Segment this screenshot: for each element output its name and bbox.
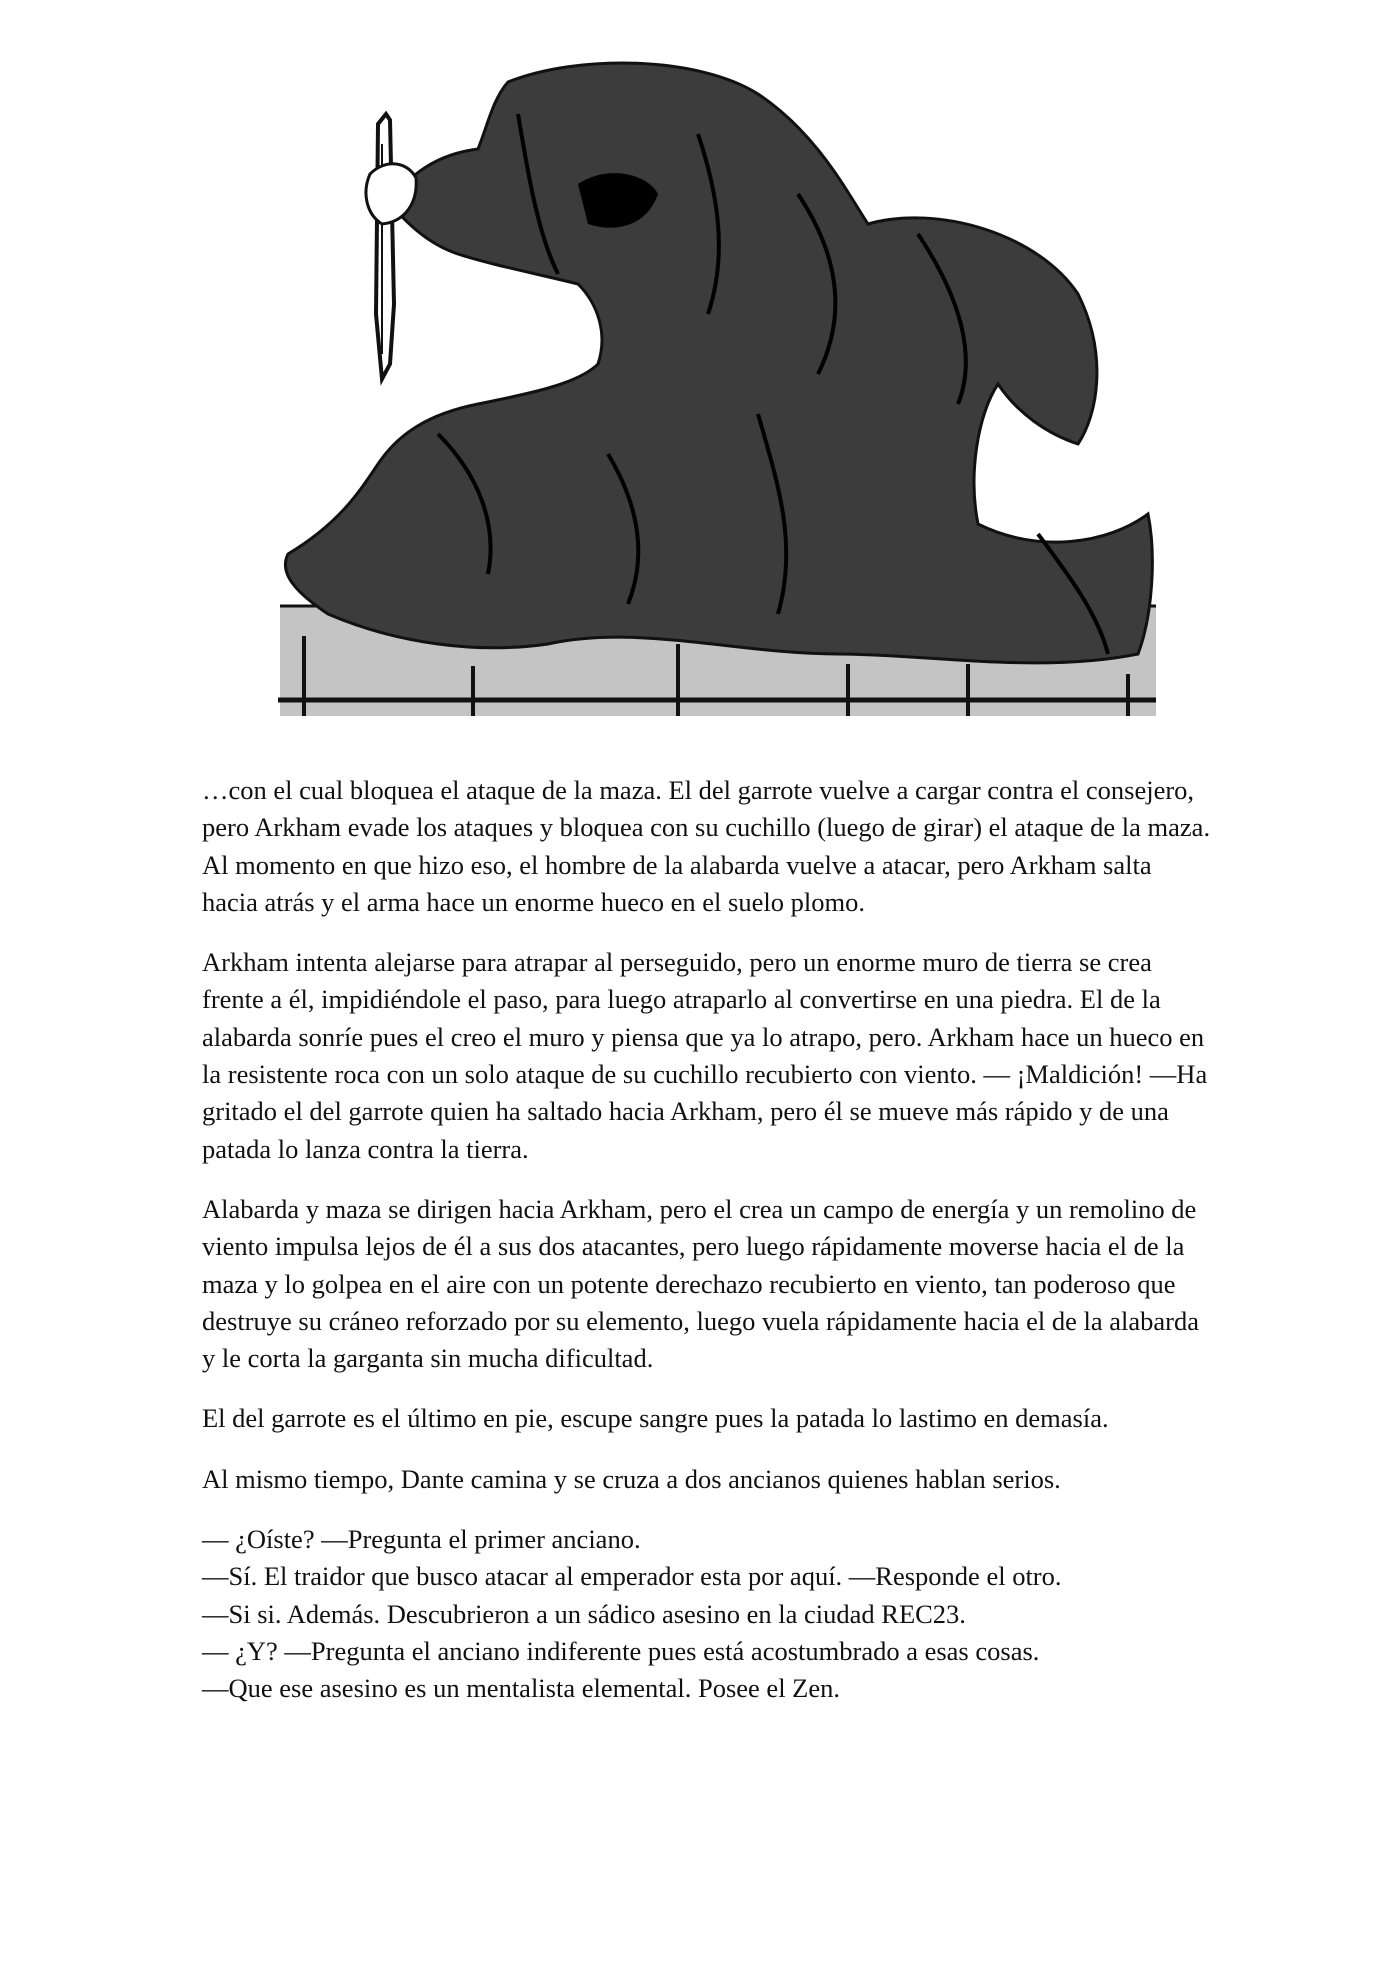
illustration-hooded-figure (278, 54, 1156, 716)
dialogue-line: —Sí. El traidor que busco atacar al emperador esta por aquí. —Responde el otro. (202, 1561, 1062, 1592)
paragraph: Al mismo tiempo, Dante camina y se cruza a dos ancianos quienes hablan serios. (202, 1463, 1061, 1494)
paragraph: Arkham intenta alejarse para atrapar al perseguido, pero un enorme muro de tierra se crea frente a él, impidiéndole el paso, para luego atraparlo al convertirse en una piedra. El de la alabarda sonríe pues el creo el muro y piensa que ya lo atrapo, pero. Arkham hace un hueco en la resistente roca con un solo ataque de su cuchillo recubierto con viento. — ¡Maldición! —Ha gritado el del garrote quien ha saltado hacia Arkham, pero él se mueve más rápido y de una patada lo lanza contra la tierra. (202, 947, 1208, 1164)
paragraph: Alabarda y maza se dirigen hacia Arkham, pero el crea un campo de energía y un remolino de viento impulsa lejos de él a sus dos atacantes, pero luego rápidamente moverse hacia el de la maza y lo golpea en el aire con un potente derechazo recubierto en viento, tan poderoso que destruye su cráneo reforzado por su elemento, luego vuela rápidamente hacia el de la alabarda y le corta la garganta sin mucha dificultad. (202, 1193, 1199, 1374)
dialogue-line: — ¿Oíste? —Pregunta el primer anciano. (202, 1524, 641, 1555)
dialogue-line: —Si si. Además. Descubrieron a un sádico asesino en la ciudad REC23. (202, 1598, 966, 1629)
paragraph: El del garrote es el último en pie, escupe sangre pues la patada lo lastimo en demasía. (202, 1403, 1109, 1434)
paragraph: …con el cual bloquea el ataque de la maza. El del garrote vuelve a cargar contra el consejero, pero Arkham evade los ataques y bloquea con su cuchillo (luego de girar) el ataque de la maza. Al momento en que hizo eso, el hombre de la alabarda vuelve a atacar, pero Arkham salta hacia atrás y el arma hace un enorme hueco en el suelo plomo. (202, 775, 1211, 917)
robe (285, 63, 1152, 663)
dialogue-line: — ¿Y? —Pregunta el anciano indiferente pues está acostumbrado a esas cosas. (202, 1635, 1040, 1666)
dialogue-block (202, 1521, 1212, 1707)
knife (376, 114, 394, 379)
hooded-figure-drawing (278, 54, 1156, 716)
story-text (202, 772, 1212, 1708)
dialogue-line: —Que ese asesino es un mentalista elemental. Posee el Zen. (202, 1673, 841, 1704)
